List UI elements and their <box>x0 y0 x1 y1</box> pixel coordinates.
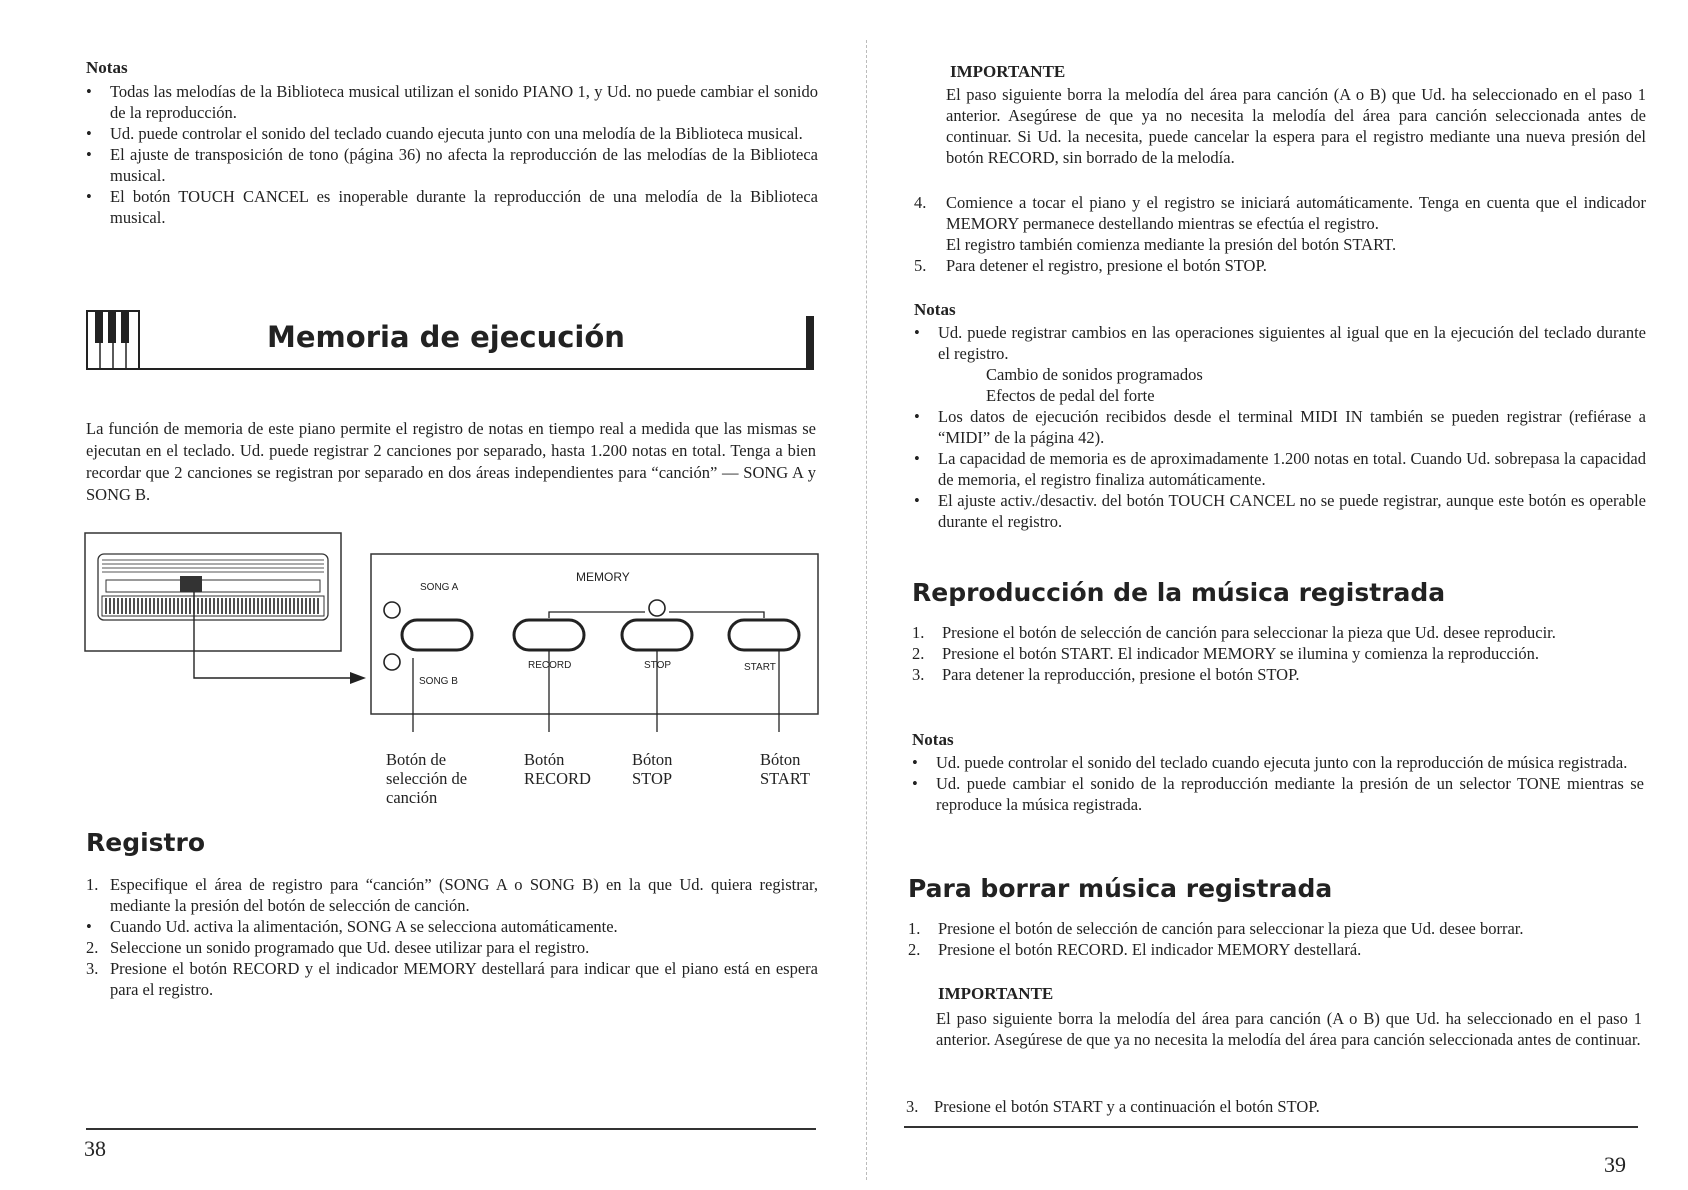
repro-notes-heading: Notas <box>912 730 954 749</box>
caption-select: Botón de selección de canción <box>386 750 468 807</box>
importante-heading: IMPORTANTE <box>950 62 1066 81</box>
list-item: • Ud. puede cambiar el sonido de la reproducción mediante la presión de un selector TONE mientras se reproduce la música registrada. <box>912 774 1644 814</box>
intro-paragraph: La función de memoria de este piano permite el registro de notas en tiempo real a medida que las mismas se ejecutan en el teclado. Ud. puede registrar 2 canciones por separado, hasta 1.200 notas en total. Tenga a bien recordar que 2 canciones se registran por separado en dos áreas independientes para “canción” — SONG A y SONG B. <box>86 419 816 504</box>
list-item: 1. Especifique el área de registro para “canción” (SONG A o SONG B) en la que Ud. quiera registrar, mediante la presión del botón de selección de canción. <box>86 875 818 915</box>
song-b-label: SONG B <box>419 676 458 687</box>
list-item: 1. Presione el botón de selección de canción para seleccionar la pieza que Ud. desee reproducir. <box>912 623 1556 642</box>
memory-diagram <box>84 532 824 822</box>
list-item: • Ud. puede controlar el sonido del teclado cuando ejecuta junto con la reproducción de música registrada. <box>912 753 1628 772</box>
diagram-drawing <box>84 532 824 732</box>
borrar-heading: Para borrar música registrada <box>908 874 1333 903</box>
notes-heading-right: Notas <box>914 300 956 319</box>
list-item: 2. Seleccione un sonido programado que Ud. desee utilizar para el registro. <box>86 938 590 957</box>
list-item: 2. Presione el botón START. El indicador MEMORY se ilumina y comienza la reproducción. <box>912 644 1540 663</box>
section-banner <box>86 310 816 372</box>
start-label: START <box>744 662 776 673</box>
footer-rule <box>86 1128 816 1130</box>
notes-heading: Notas <box>86 58 128 77</box>
page-number-right: 39 <box>1604 1152 1626 1177</box>
list-item: • El ajuste de transposición de tono (página 36) no afecta la reproducción de las melodías de la Biblioteca musical. <box>86 145 818 185</box>
repro-steps <box>912 622 1644 685</box>
memory-label: MEMORY <box>576 570 630 584</box>
final-step <box>906 1096 1642 1117</box>
registro-heading: Registro <box>86 828 206 857</box>
notes-list <box>86 81 818 228</box>
list-item: • Cuando Ud. activa la alimentación, SONG A se selecciona automáticamente. <box>86 917 618 936</box>
list-item: • La capacidad de memoria es de aproximadamente 1.200 notas en total. Cuando Ud. sobrepasa la capacidad de memoria, el registro finaliza automáticamente. <box>914 449 1646 489</box>
list-item: 5. Para detener el registro, presione el botón STOP. <box>914 256 1267 275</box>
record-steps <box>914 192 1646 276</box>
list-item: • El ajuste activ./desactiv. del botón TOUCH CANCEL no se puede registrar, aunque este botón es operable durante el registro. <box>914 491 1646 531</box>
list-item: • Ud. puede controlar el sonido del teclado cuando ejecuta junto con una melodía de la Biblioteca musical. <box>86 124 803 143</box>
importante-text: El paso siguiente borra la melodía del área para canción (A o B) que Ud. ha seleccionado en el paso 1 anterior. Asegúrese de que ya no necesita la melodía del área para canción seleccionada antes de continuar. Si Ud. la necesita, puede cancelar la espera para el registro mediante una nueva presión del botón RECORD, sin borrado de la melodía. <box>946 85 1646 167</box>
list-item: 3. Presione el botón START y a continuación el botón STOP. <box>906 1097 1320 1116</box>
caption-stop: Bóton STOP <box>632 750 673 788</box>
importante2-heading: IMPORTANTE <box>938 984 1054 1003</box>
section-title: Memoria de ejecución <box>267 320 625 354</box>
importante2-text: El paso siguiente borra la melodía del área para canción (A o B) que Ud. ha seleccionado en el paso 1 anterior. Asegúrese de que ya no necesita la melodía del área para canción seleccionada antes de continuar. <box>936 1009 1642 1049</box>
notes-list-right <box>914 322 1646 532</box>
gutter-divider <box>866 40 868 1180</box>
list-item: • Los datos de ejecución recibidos desde el terminal MIDI IN también se pueden registrar (refiérase a “MIDI” de la página 42). <box>914 407 1646 447</box>
list-item: 4. Comience a tocar el piano y el registro se iniciará automáticamente. Tenga en cuenta que el indicador MEMORY permanece destellando mientras se efectúa el registro. El registro también comienza mediante la presión del botón START. <box>914 193 1646 254</box>
list-item: 2. Presione el botón RECORD. El indicador MEMORY destellará. <box>908 940 1362 959</box>
song-a-label: SONG A <box>420 582 459 593</box>
list-item: 3. Para detener la reproducción, presione el botón STOP. <box>912 665 1300 684</box>
stop-label: STOP <box>644 660 672 671</box>
caption-record: Botón RECORD <box>524 750 591 788</box>
footer-rule-right <box>904 1126 1638 1128</box>
page-number-left: 38 <box>84 1136 106 1161</box>
borrar-steps <box>908 918 1644 960</box>
caption-start: Bóton START <box>760 750 810 788</box>
repro-heading: Reproducción de la música registrada <box>912 578 1446 607</box>
repro-notes-list <box>912 752 1644 815</box>
list-item: 1. Presione el botón de selección de canción para seleccionar la pieza que Ud. desee borrar. <box>908 919 1524 938</box>
list-item: 3. Presione el botón RECORD y el indicador MEMORY destellará para indicar que el piano está en espera para el registro. <box>86 959 818 999</box>
list-item: • Ud. puede registrar cambios en las operaciones siguientes al igual que en la ejecución del teclado durante el registro. Cambio de sonidos programados Efectos de pedal del forte <box>914 323 1646 405</box>
list-item: • Todas las melodías de la Biblioteca musical utilizan el sonido PIANO 1, y Ud. no puede cambiar el sonido de la reproducción. <box>86 82 818 122</box>
registro-steps <box>86 874 818 1000</box>
keyboard-illustration <box>98 554 328 620</box>
list-item: • El botón TOUCH CANCEL es inoperable durante la reproducción de una melodía de la Biblioteca musical. <box>86 187 818 227</box>
record-label: RECORD <box>528 660 572 671</box>
